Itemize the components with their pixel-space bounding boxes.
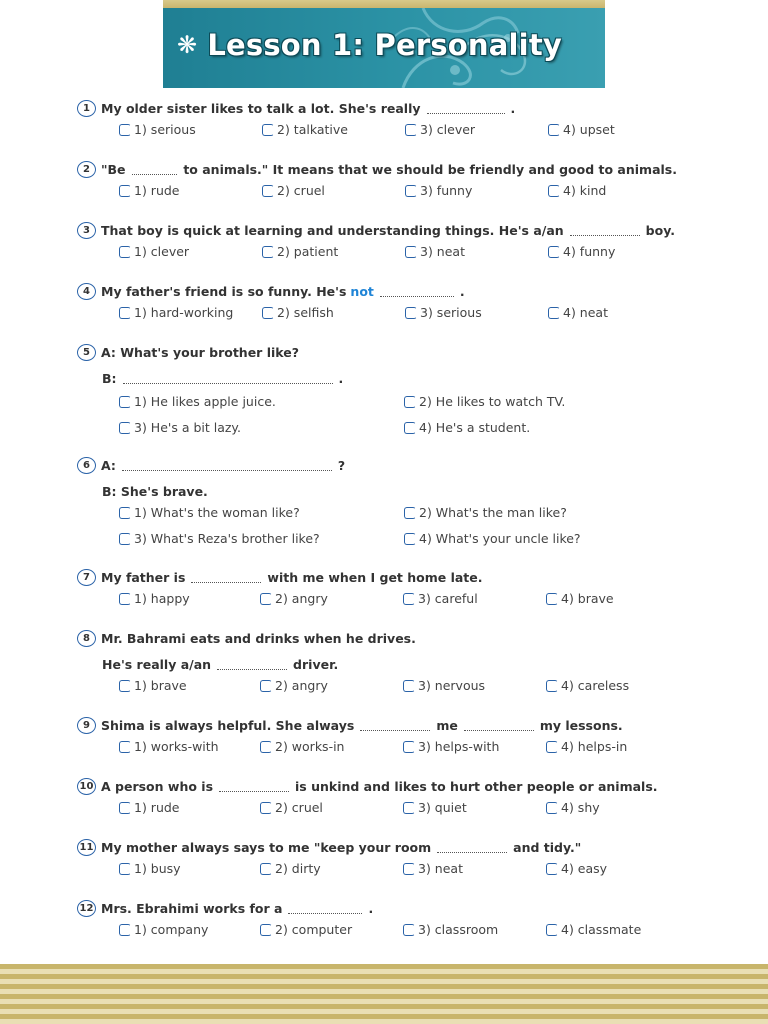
checkbox-icon[interactable] [405, 124, 417, 136]
checkbox-icon[interactable] [403, 924, 415, 936]
checkbox-icon[interactable] [119, 593, 131, 605]
option-label: 3) nervous [418, 678, 486, 693]
question-number: 4 [77, 283, 96, 300]
option[interactable] [260, 591, 328, 606]
option-label: 3) funny [420, 183, 473, 198]
option[interactable] [404, 531, 581, 546]
option[interactable] [260, 678, 328, 693]
option[interactable] [546, 591, 614, 606]
option-label: 2) talkative [277, 122, 348, 137]
question-text: That boy is quick at learning and understanding things. He's a/an [101, 222, 564, 238]
question-number: 8 [77, 630, 96, 647]
option[interactable] [404, 394, 565, 409]
option[interactable] [405, 244, 465, 259]
checkbox-icon[interactable] [262, 124, 274, 136]
question-text: is unkind and likes to hurt other people or animals. [295, 778, 658, 794]
checkbox-icon[interactable] [405, 246, 417, 258]
option[interactable] [262, 305, 334, 320]
checkbox-icon[interactable] [404, 396, 416, 408]
question-text: . [368, 900, 374, 916]
question-text: "Be [101, 161, 126, 177]
question-text: my lessons. [539, 717, 623, 733]
checkbox-icon[interactable] [548, 246, 560, 258]
question-number: 5 [77, 344, 96, 361]
speaker-label: B: [102, 370, 117, 386]
option-label: 1) serious [134, 122, 196, 137]
checkbox-icon[interactable] [404, 422, 416, 434]
option[interactable] [403, 591, 478, 606]
option[interactable] [262, 183, 325, 198]
option-label: 2) cruel [277, 183, 325, 198]
option-label: 3) neat [418, 861, 463, 876]
question-text: . [459, 283, 465, 299]
question-8 [77, 628, 677, 700]
question-number: 10 [77, 778, 96, 795]
question-number: 9 [77, 717, 96, 734]
option-label: 3) quiet [418, 800, 467, 815]
option[interactable] [404, 505, 567, 520]
checkbox-icon[interactable] [403, 741, 415, 753]
checkbox-icon[interactable] [260, 680, 272, 692]
question-text: A: What's your brother like? [101, 344, 299, 360]
question-12 [77, 898, 677, 944]
option-label: 4) classmate [561, 922, 642, 937]
option-label: 2) works-in [275, 739, 345, 754]
answer-blank [437, 842, 507, 853]
answer-blank [132, 164, 178, 175]
option-label: 2) selfish [277, 305, 334, 320]
option-label: 2) What's the man like? [419, 505, 567, 520]
option-label: 4) He's a student. [419, 420, 531, 435]
question-text: with me when I get home late. [267, 569, 483, 585]
question-number: 3 [77, 222, 96, 239]
question-number: 11 [77, 839, 96, 856]
option[interactable] [119, 183, 180, 198]
question-text: My older sister likes to talk a lot. She's really [101, 100, 421, 116]
option[interactable] [119, 505, 300, 520]
answer-blank [360, 720, 430, 731]
question-text: . [510, 100, 516, 116]
checkbox-icon[interactable] [404, 507, 416, 519]
question-text: and tidy." [513, 839, 582, 855]
checkbox-icon[interactable] [119, 185, 131, 197]
option-label: 4) neat [563, 305, 608, 320]
option[interactable] [403, 739, 499, 754]
checkbox-icon[interactable] [119, 680, 131, 692]
question-7 [77, 567, 677, 613]
checkbox-icon[interactable] [119, 422, 131, 434]
option[interactable] [546, 861, 607, 876]
option[interactable] [119, 861, 181, 876]
checkbox-icon[interactable] [119, 246, 131, 258]
option[interactable] [119, 739, 219, 754]
checkbox-icon[interactable] [403, 680, 415, 692]
option-label: 2) angry [275, 591, 328, 606]
option[interactable] [403, 922, 498, 937]
checkbox-icon[interactable] [119, 124, 131, 136]
checkbox-icon[interactable] [260, 741, 272, 753]
option-label: 3) careful [418, 591, 478, 606]
option[interactable] [262, 122, 348, 137]
top-gold-rule [163, 0, 605, 8]
option[interactable] [403, 800, 467, 815]
question-text: My father is [101, 569, 186, 585]
answer-blank [122, 460, 332, 471]
question-number: 12 [77, 900, 96, 917]
answer-blank [219, 781, 289, 792]
checkbox-icon[interactable] [262, 185, 274, 197]
option[interactable] [546, 800, 600, 815]
checkbox-icon[interactable] [405, 307, 417, 319]
option[interactable] [260, 861, 321, 876]
question-text: . [338, 370, 344, 386]
checkbox-icon[interactable] [546, 924, 558, 936]
option[interactable] [405, 183, 472, 198]
answer-blank [123, 373, 333, 384]
checkbox-icon[interactable] [403, 593, 415, 605]
checkbox-icon[interactable] [260, 802, 272, 814]
answer-blank [570, 225, 640, 236]
option-label: 4) kind [563, 183, 607, 198]
option-label: 2) dirty [275, 861, 321, 876]
checkbox-icon[interactable] [260, 924, 272, 936]
question-9 [77, 715, 677, 761]
checkbox-icon[interactable] [546, 680, 558, 692]
option-label: 2) angry [275, 678, 328, 693]
option-label: 1) busy [134, 861, 181, 876]
option-label: 1) works-with [134, 739, 219, 754]
option[interactable] [548, 122, 615, 137]
option[interactable] [119, 922, 208, 937]
option-label: 3) He's a bit lazy. [134, 420, 242, 435]
question-text: My father's friend is so funny. He's [101, 283, 347, 299]
option[interactable] [546, 678, 629, 693]
checkbox-icon[interactable] [548, 307, 560, 319]
option[interactable] [119, 678, 187, 693]
option-label: 1) clever [134, 244, 190, 259]
question-text: ? [337, 457, 346, 473]
checkbox-icon[interactable] [119, 307, 131, 319]
option-label: 1) company [134, 922, 209, 937]
option-label: 3) What's Reza's brother like? [134, 531, 320, 546]
option-label: 2) computer [275, 922, 353, 937]
option-label: 3) helps-with [418, 739, 500, 754]
checkbox-icon[interactable] [119, 396, 131, 408]
option-label: 3) neat [420, 244, 465, 259]
question-number: 6 [77, 457, 96, 474]
option-label: 1) brave [134, 678, 187, 693]
checkbox-icon[interactable] [403, 802, 415, 814]
checkbox-icon[interactable] [548, 185, 560, 197]
option[interactable] [119, 531, 320, 546]
option[interactable] [119, 122, 196, 137]
checkbox-icon[interactable] [119, 802, 131, 814]
option[interactable] [403, 861, 463, 876]
checkbox-icon[interactable] [119, 533, 131, 545]
option[interactable] [119, 305, 233, 320]
answer-blank [191, 572, 261, 583]
option-label: 1) What's the woman like? [134, 505, 300, 520]
question-4 [77, 281, 677, 327]
question-text: boy. [645, 222, 675, 238]
checkbox-icon[interactable] [119, 741, 131, 753]
answer-blank [427, 103, 505, 114]
question-text: Mr. Bahrami eats and drinks when he drives. [101, 630, 416, 646]
option-label: 4) shy [561, 800, 600, 815]
option-label: 1) happy [134, 591, 190, 606]
option[interactable] [260, 739, 344, 754]
option-label: 1) rude [134, 183, 180, 198]
checkbox-icon[interactable] [404, 533, 416, 545]
answer-blank [217, 659, 287, 670]
footer-stripes [0, 964, 768, 1024]
option-label: 1) hard-working [134, 305, 234, 320]
option-label: 4) brave [561, 591, 614, 606]
question-11 [77, 837, 677, 883]
option-label: 2) cruel [275, 800, 323, 815]
checkbox-icon[interactable] [260, 863, 272, 875]
snowflake-icon: ❋ [177, 31, 198, 59]
question-text: My mother always says to me "keep your room [101, 839, 432, 855]
checkbox-icon[interactable] [119, 863, 131, 875]
option[interactable] [119, 591, 190, 606]
question-10 [77, 776, 677, 822]
question-5 [77, 342, 677, 442]
lesson-banner [163, 8, 605, 88]
question-text: to animals." It means that we should be friendly and good to animals. [183, 161, 677, 177]
option-label: 4) funny [563, 244, 616, 259]
option-label: 4) upset [563, 122, 615, 137]
question-number: 7 [77, 569, 96, 586]
option[interactable] [548, 244, 615, 259]
question-text: He's really a/an [102, 656, 212, 672]
option[interactable] [548, 183, 606, 198]
option[interactable] [405, 122, 475, 137]
checkbox-icon[interactable] [405, 185, 417, 197]
speaker-label: A: [101, 457, 116, 473]
checkbox-icon[interactable] [119, 507, 131, 519]
option[interactable] [262, 244, 338, 259]
question-number: 2 [77, 161, 96, 178]
option-label: 4) easy [561, 861, 608, 876]
question-text: driver. [293, 656, 339, 672]
question-text: Mrs. Ebrahimi works for a [101, 900, 283, 916]
question-text: Shima is always helpful. She always [101, 717, 355, 733]
page-title [177, 28, 562, 62]
option-label: 4) careless [561, 678, 630, 693]
highlighted-word: not [350, 283, 374, 299]
lesson-title: Lesson 1: Personality [207, 28, 562, 62]
checkbox-icon[interactable] [260, 593, 272, 605]
checkbox-icon[interactable] [546, 741, 558, 753]
answer-blank [380, 286, 454, 297]
option[interactable] [403, 678, 485, 693]
question-text: B: She's brave. [102, 483, 208, 499]
answer-blank [288, 903, 362, 914]
option[interactable] [405, 305, 482, 320]
question-text: A person who is [101, 778, 214, 794]
question-text: me [436, 717, 458, 733]
checkbox-icon[interactable] [548, 124, 560, 136]
checkbox-icon[interactable] [546, 802, 558, 814]
question-6 [77, 455, 677, 553]
question-1 [77, 98, 677, 144]
option[interactable] [548, 305, 608, 320]
option[interactable] [119, 394, 276, 409]
option-label: 3) clever [420, 122, 476, 137]
question-2 [77, 159, 677, 205]
checkbox-icon[interactable] [546, 863, 558, 875]
option-label: 2) He likes to watch TV. [419, 394, 566, 409]
option[interactable] [260, 800, 323, 815]
option-label: 3) serious [420, 305, 482, 320]
option[interactable] [546, 922, 641, 937]
question-3 [77, 220, 677, 266]
option-label: 2) patient [277, 244, 339, 259]
question-number: 1 [77, 100, 96, 117]
option-label: 1) He likes apple juice. [134, 394, 276, 409]
answer-blank [464, 720, 534, 731]
checkbox-icon[interactable] [119, 924, 131, 936]
option-label: 4) helps-in [561, 739, 628, 754]
option[interactable] [260, 922, 352, 937]
option[interactable] [119, 420, 241, 435]
option-label: 3) classroom [418, 922, 499, 937]
option[interactable] [119, 244, 189, 259]
checkbox-icon[interactable] [262, 307, 274, 319]
checkbox-icon[interactable] [403, 863, 415, 875]
option-label: 1) rude [134, 800, 180, 815]
checkbox-icon[interactable] [546, 593, 558, 605]
option[interactable] [119, 800, 180, 815]
option[interactable] [404, 420, 530, 435]
option[interactable] [546, 739, 627, 754]
checkbox-icon[interactable] [262, 246, 274, 258]
option-label: 4) What's your uncle like? [419, 531, 581, 546]
